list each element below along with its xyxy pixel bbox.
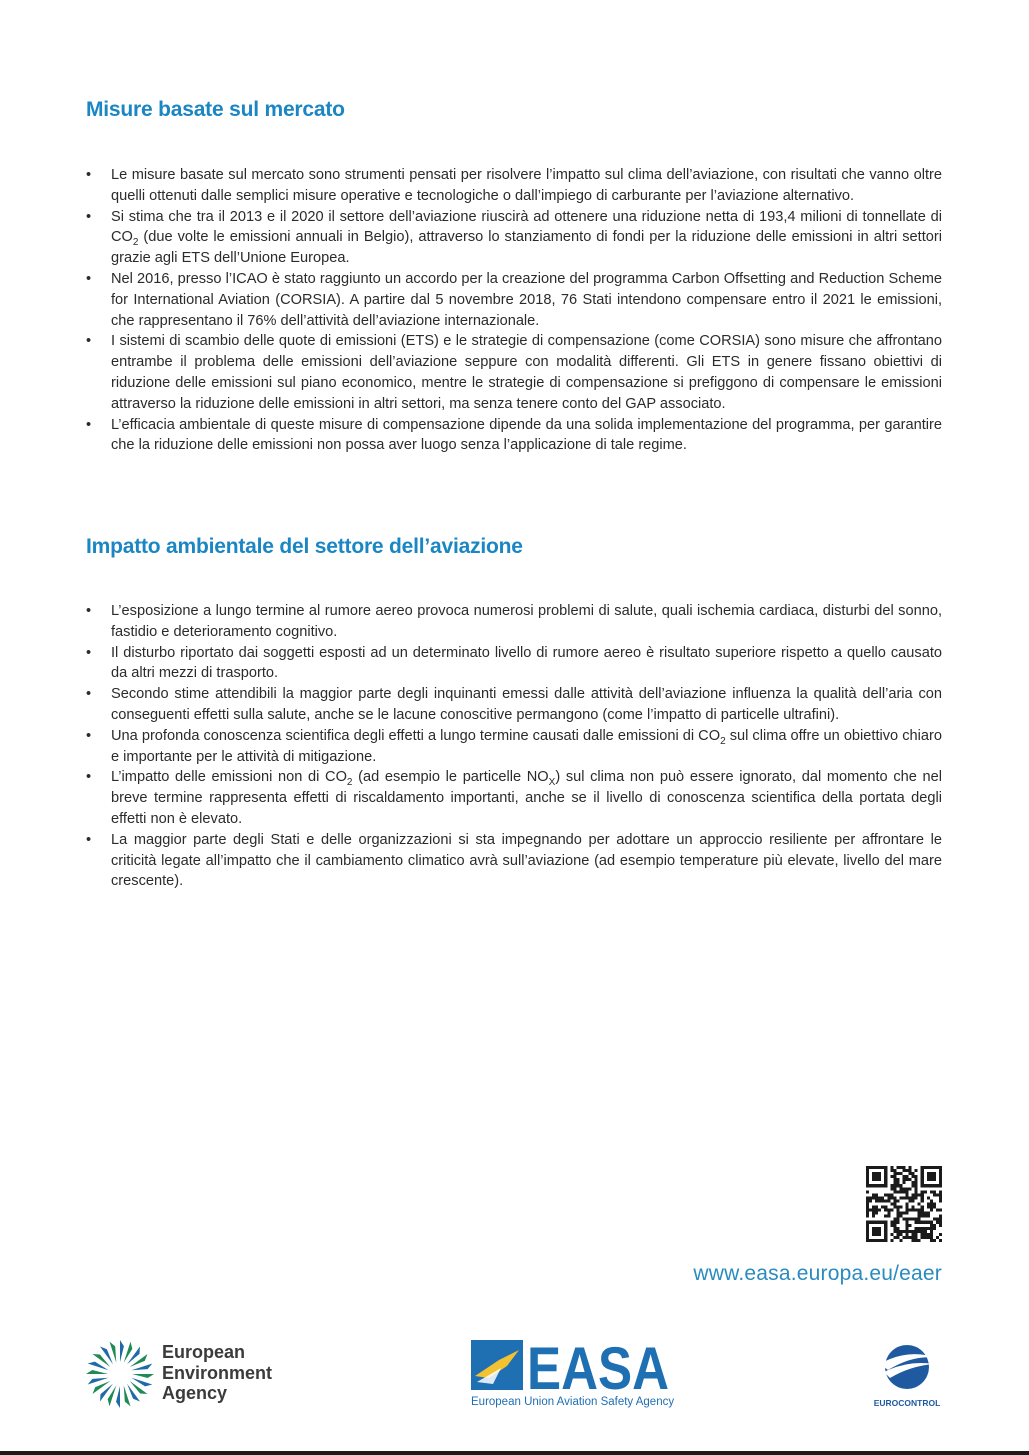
eea-logo-text bbox=[162, 1342, 272, 1404]
subscript-text: 2 bbox=[132, 237, 139, 249]
bullet-item bbox=[86, 269, 942, 331]
bullet-text: L’esposizione a lungo termine al rumore aereo provoca numerosi problemi di salute, quali ischemia cardiaca, disturbi del sonno, fastidio e deterioramento cognitivo. bbox=[111, 603, 942, 640]
eurocontrol-name: EUROCONTROL bbox=[873, 1398, 941, 1408]
subscript-text: 2 bbox=[346, 777, 353, 789]
easa-logo bbox=[471, 1338, 671, 1394]
bullet-item bbox=[86, 331, 942, 414]
section-title-environmental-impact: Impatto ambientale del settore dell’aviazione bbox=[86, 535, 523, 558]
bullet-list-market-measures bbox=[86, 165, 942, 456]
website-link[interactable]: www.easa.europa.eu/eaer bbox=[693, 1262, 942, 1285]
bullet-text: (due volte le emissioni annuali in Belgio), attraverso lo stanziamento di fondi per la riduzione delle emissioni in altri settori grazie agli ETS dell’Unione Europea. bbox=[111, 229, 942, 267]
bullet-item bbox=[86, 830, 942, 892]
subscript-text: X bbox=[548, 777, 556, 789]
bullet-text: Si stima che tra il 2013 e il 2020 il settore dell’aviazione riuscirà ad ottenere una riduzione netta di 193,4 milioni di tonnellate di CO bbox=[111, 208, 942, 246]
easa-wordmark: EASA bbox=[527, 1338, 669, 1394]
bullet-text: Nel 2016, presso l’ICAO è stato raggiunto un accordo per la creazione del programma Carbon Offsetting and Reduction Scheme for International Aviation (CORSIA). A partire dal 5 novembre 2018, 76 Stati intendono compensare entro il 2021 le emissioni, che rappresentano il 76% dell’attività dell’aviazione internazionale. bbox=[111, 270, 942, 329]
bullet-text: Una profonda conoscenza scientifica degli effetti a lungo termine causati dalle emissioni di CO bbox=[111, 727, 721, 744]
bullet-item bbox=[86, 643, 942, 685]
eea-name-line: European bbox=[162, 1342, 246, 1362]
bullet-item bbox=[86, 684, 942, 726]
bottom-divider bbox=[0, 1451, 1029, 1455]
bullet-text: ) sul clima non può essere ignorato, dal momento che nel breve termine rappresenta effetti di riscaldamento importanti, anche se il livello di conoscenza scientifica della portata degli effetti non è elevato. bbox=[111, 769, 942, 827]
qr-code-icon[interactable] bbox=[866, 1166, 942, 1242]
bullet-list-environmental-impact bbox=[86, 601, 942, 892]
bullet-text: Secondo stime attendibili la maggior parte degli inquinanti emessi dalle attività dell’aviazione influenza la qualità dell’aria con conseguenti effetti sulla salute, anche se le lacune conoscitive permangono (come l’impatto di particelle ultrafini). bbox=[111, 686, 942, 723]
bullet-item bbox=[86, 165, 942, 207]
bullet-text: (ad esempio le particelle NO bbox=[352, 769, 549, 786]
bullet-item bbox=[86, 207, 942, 269]
bullet-item bbox=[86, 601, 942, 643]
bullet-text: L’efficacia ambientale di queste misure di compensazione dipende da una solida implementazione del programma, per garantire che la riduzione delle emissioni non possa aver luogo senza l’applicazione di tale regime. bbox=[111, 416, 942, 454]
bullet-text: sul clima offre un obiettivo chiaro e importante per le attività di mitigazione. bbox=[111, 727, 942, 765]
eurocontrol-logo-icon bbox=[874, 1340, 940, 1390]
eea-name-line: Environment bbox=[162, 1362, 273, 1383]
subscript-text: 2 bbox=[720, 735, 726, 747]
eea-name-line: Agency bbox=[162, 1383, 228, 1403]
bullet-text: L’impatto delle emissioni non di CO bbox=[111, 769, 347, 786]
bullet-item bbox=[86, 415, 942, 457]
bullet-text: Il disturbo riportato dai soggetti esposti ad un determinato livello di rumore aereo è risultato superiore rispetto a quello causato da altri mezzi di trasporto. bbox=[111, 644, 942, 682]
bullet-text: Le misure basate sul mercato sono strumenti pensati per risolvere l’impatto sul clima dell’aviazione, con risultati che vanno oltre quelli ottenuti dalle semplici misure operative e tecnologiche o dall’impiego di carburante per l’aviazione alternativo. bbox=[111, 167, 942, 204]
bullet-text: La maggior parte degli Stati e delle organizzazioni si sta impegnando per adottare un approccio resiliente per affrontare le criticità legate all’impatto che il cambiamento climatico avrà sull’aviazione (ad esempio temperature più elevate, livello del mare crescente). bbox=[111, 831, 942, 890]
bullet-item bbox=[86, 767, 942, 829]
eea-logo-icon bbox=[84, 1338, 156, 1410]
bullet-text: I sistemi di scambio delle quote di emissioni (ETS) e le strategie di compensazione (come CORSIA) sono misure che affrontano entrambe il problema delle emissioni dell’aviazione seppure con modalità differenti. Gli ETS in genere fissano obiettivi di riduzione delle emissioni sul piano economico, mentre le strategie di compensazione si prefiggono di compensare le emissioni attraverso la riduzione delle emissioni in altri settori, ma senza tenere conto del GAP associato. bbox=[111, 333, 942, 412]
section-title-market-measures: Misure basate sul mercato bbox=[86, 98, 345, 121]
bullet-item bbox=[86, 726, 942, 768]
easa-subtitle: European Union Aviation Safety Agency bbox=[471, 1396, 675, 1408]
